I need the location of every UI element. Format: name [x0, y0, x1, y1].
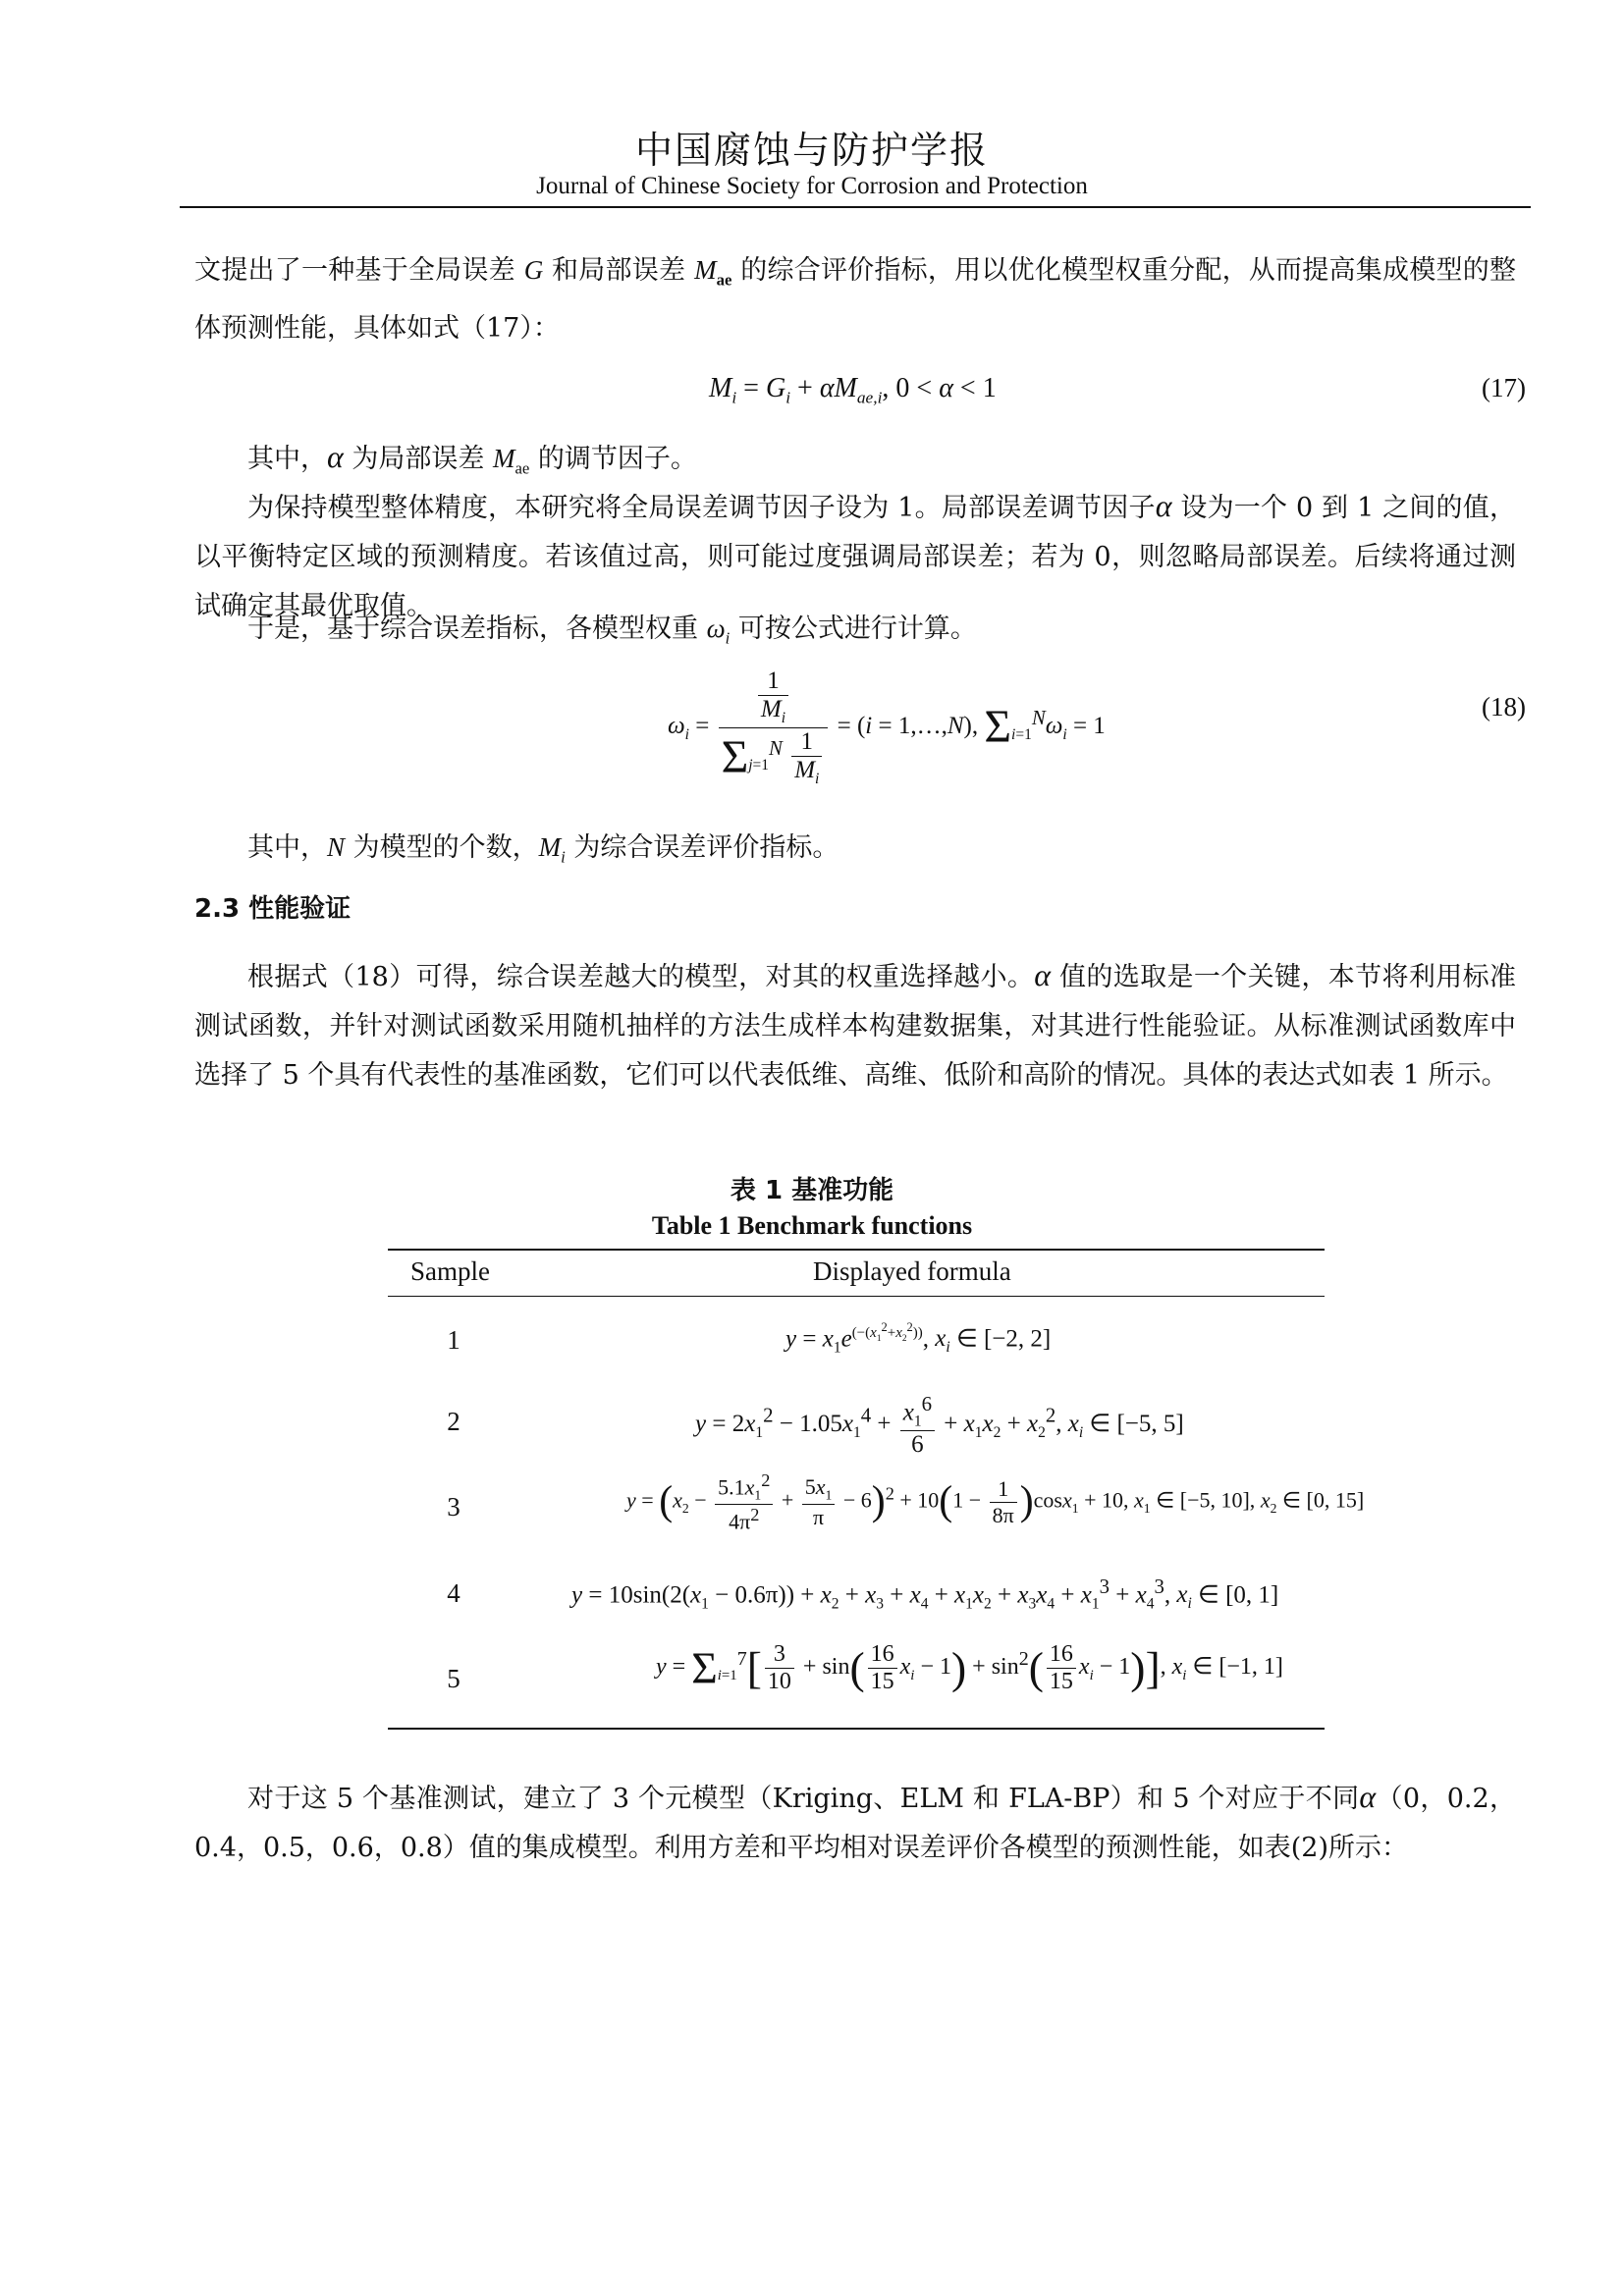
paragraph-5: 其中，N 为模型的个数，$M_i$ 为综合误差评价指标。: [247, 832, 839, 867]
table-header-sample: Sample: [410, 1256, 490, 1286]
table-row-formula: $y = \Sigma_{i=1}^7$[ $\frac{3}{10}$ + sin( $\frac{16}{15}$ $x_i - 1) + \sin^2$( $\frac{16}{15}$ $x_i - 1$)], $x_i$ ∈ [−1, 1]: [656, 1641, 1283, 1694]
table-bottom-rule: [388, 1728, 1325, 1730]
table-row-sample: 4: [447, 1578, 460, 1608]
equation-17-number: (17): [1482, 373, 1526, 402]
table-top-rule: [388, 1249, 1325, 1251]
table-caption-cn: 表 1 基准功能: [730, 1176, 894, 1205]
header-rule: [180, 206, 1531, 208]
journal-title-cn: 中国腐蚀与防护学报: [634, 129, 989, 172]
table-row-formula: $y = x_1e^{(-(x_1^2+x_2^2))}$, $x_i$ ∈ [−2, 2]: [785, 1320, 1052, 1357]
section-heading: 2.3 性能验证: [194, 894, 352, 924]
journal-title-en: Journal of Chinese Society for Corrosion and Protection: [536, 173, 1088, 199]
paragraph-4: 于是，基于综合误差指标，各模型权重 $\omega_i$ 可按公式进行计算。: [247, 614, 977, 648]
table-row-sample: 2: [447, 1407, 460, 1436]
equation-18: $\omega_i$ = $\frac{1}{M_i}$ $\Sigma_{j=1}^N$ $\frac{1}{M_i}$ = (i = 1,…,N), $\Sigma_{i=1}^N\omega_i = 1$: [668, 667, 1106, 787]
paragraph-6: 根据式（18）可得，综合误差越大的模型，对其的权重选择越小。α 值的选取是一个关键，本节将利用标准测试函数，并针对测试函数采用随机抽样的方法生成样本构建数据集，对其进行性能验证。从标准测试函数库中选择了 5 个具有代表性的基准函数，它们可以代表低维、高维、低阶和高阶的情况。具体的表达式如表 1 所示。: [194, 957, 1516, 1091]
equation-17: $M_i = G_i + \alpha M_{ae,i}$, 0 < α < 1: [709, 373, 997, 407]
table-header-rule: [388, 1296, 1325, 1297]
table-caption-en: Table 1 Benchmark functions: [651, 1211, 973, 1240]
table-row-sample: 5: [447, 1664, 460, 1693]
table-header-formula: Displayed formula: [813, 1256, 1011, 1286]
table-row-formula: $y = 10\sin(2(x_1 - 0.6\pi)) + x_2 + x_3 + x_4 + x_1x_2 + x_3x_4 + x_1^3 + x_4^3$, $x_i$ ∈ [0, 1]: [571, 1575, 1279, 1613]
table-row-sample: 1: [447, 1325, 460, 1355]
paragraph-3: 为保持模型整体精度，本研究将全局误差调节因子设为 1。局部误差调节因子α 设为一个 0 到 1 之间的值，以平衡特定区域的预测精度。若该值过高，则可能过度强调局部误差；若为 0，则忽略局部误差。后续将通过测试确定其最优取值。: [194, 488, 1516, 621]
table-row-formula: $y = 2x_1^2 - 1.05x_1^4$ + $\frac{x_1^6}{6}$ + $x_1x_2 + x_2^2$, $x_i$ ∈ [−5, 5]: [695, 1392, 1184, 1459]
equation-18-number: (18): [1482, 692, 1526, 721]
paragraph-1: 文提出了一种基于全局误差 G 和局部误差 $M_{ae}$ 的综合评价指标，用以优化模型权重分配，从而提高集成模型的整体预测性能，具体如式（17）：: [194, 255, 1516, 345]
paragraph-2: 其中，α 为局部误差 $M_{ae}$ 的调节因子。: [247, 439, 697, 478]
paragraph-7: 对于这 5 个基准测试，建立了 3 个元模型（Kriging、ELM 和 FLA-BP）和 5 个对应于不同α（0，0.2，0.4，0.5，0.6，0.8）值的集成模型。利用方差和平均相对误差评价各模型的预测性能，如表(2)所示：: [194, 1779, 1517, 1863]
table-row-formula: $y = (x_2$ − $\frac{5.1x_1^2}{4\pi^2}$ + $\frac{5x_1}{\pi}$ − 6)$^2$ + 10(1 − $\frac{1}{8\pi}$ )cosx$_1$ + 10, $x_1$ ∈ [−5, 10], $x_2$ ∈ [0, 15]: [626, 1470, 1365, 1534]
table-row-sample: 3: [447, 1492, 460, 1522]
